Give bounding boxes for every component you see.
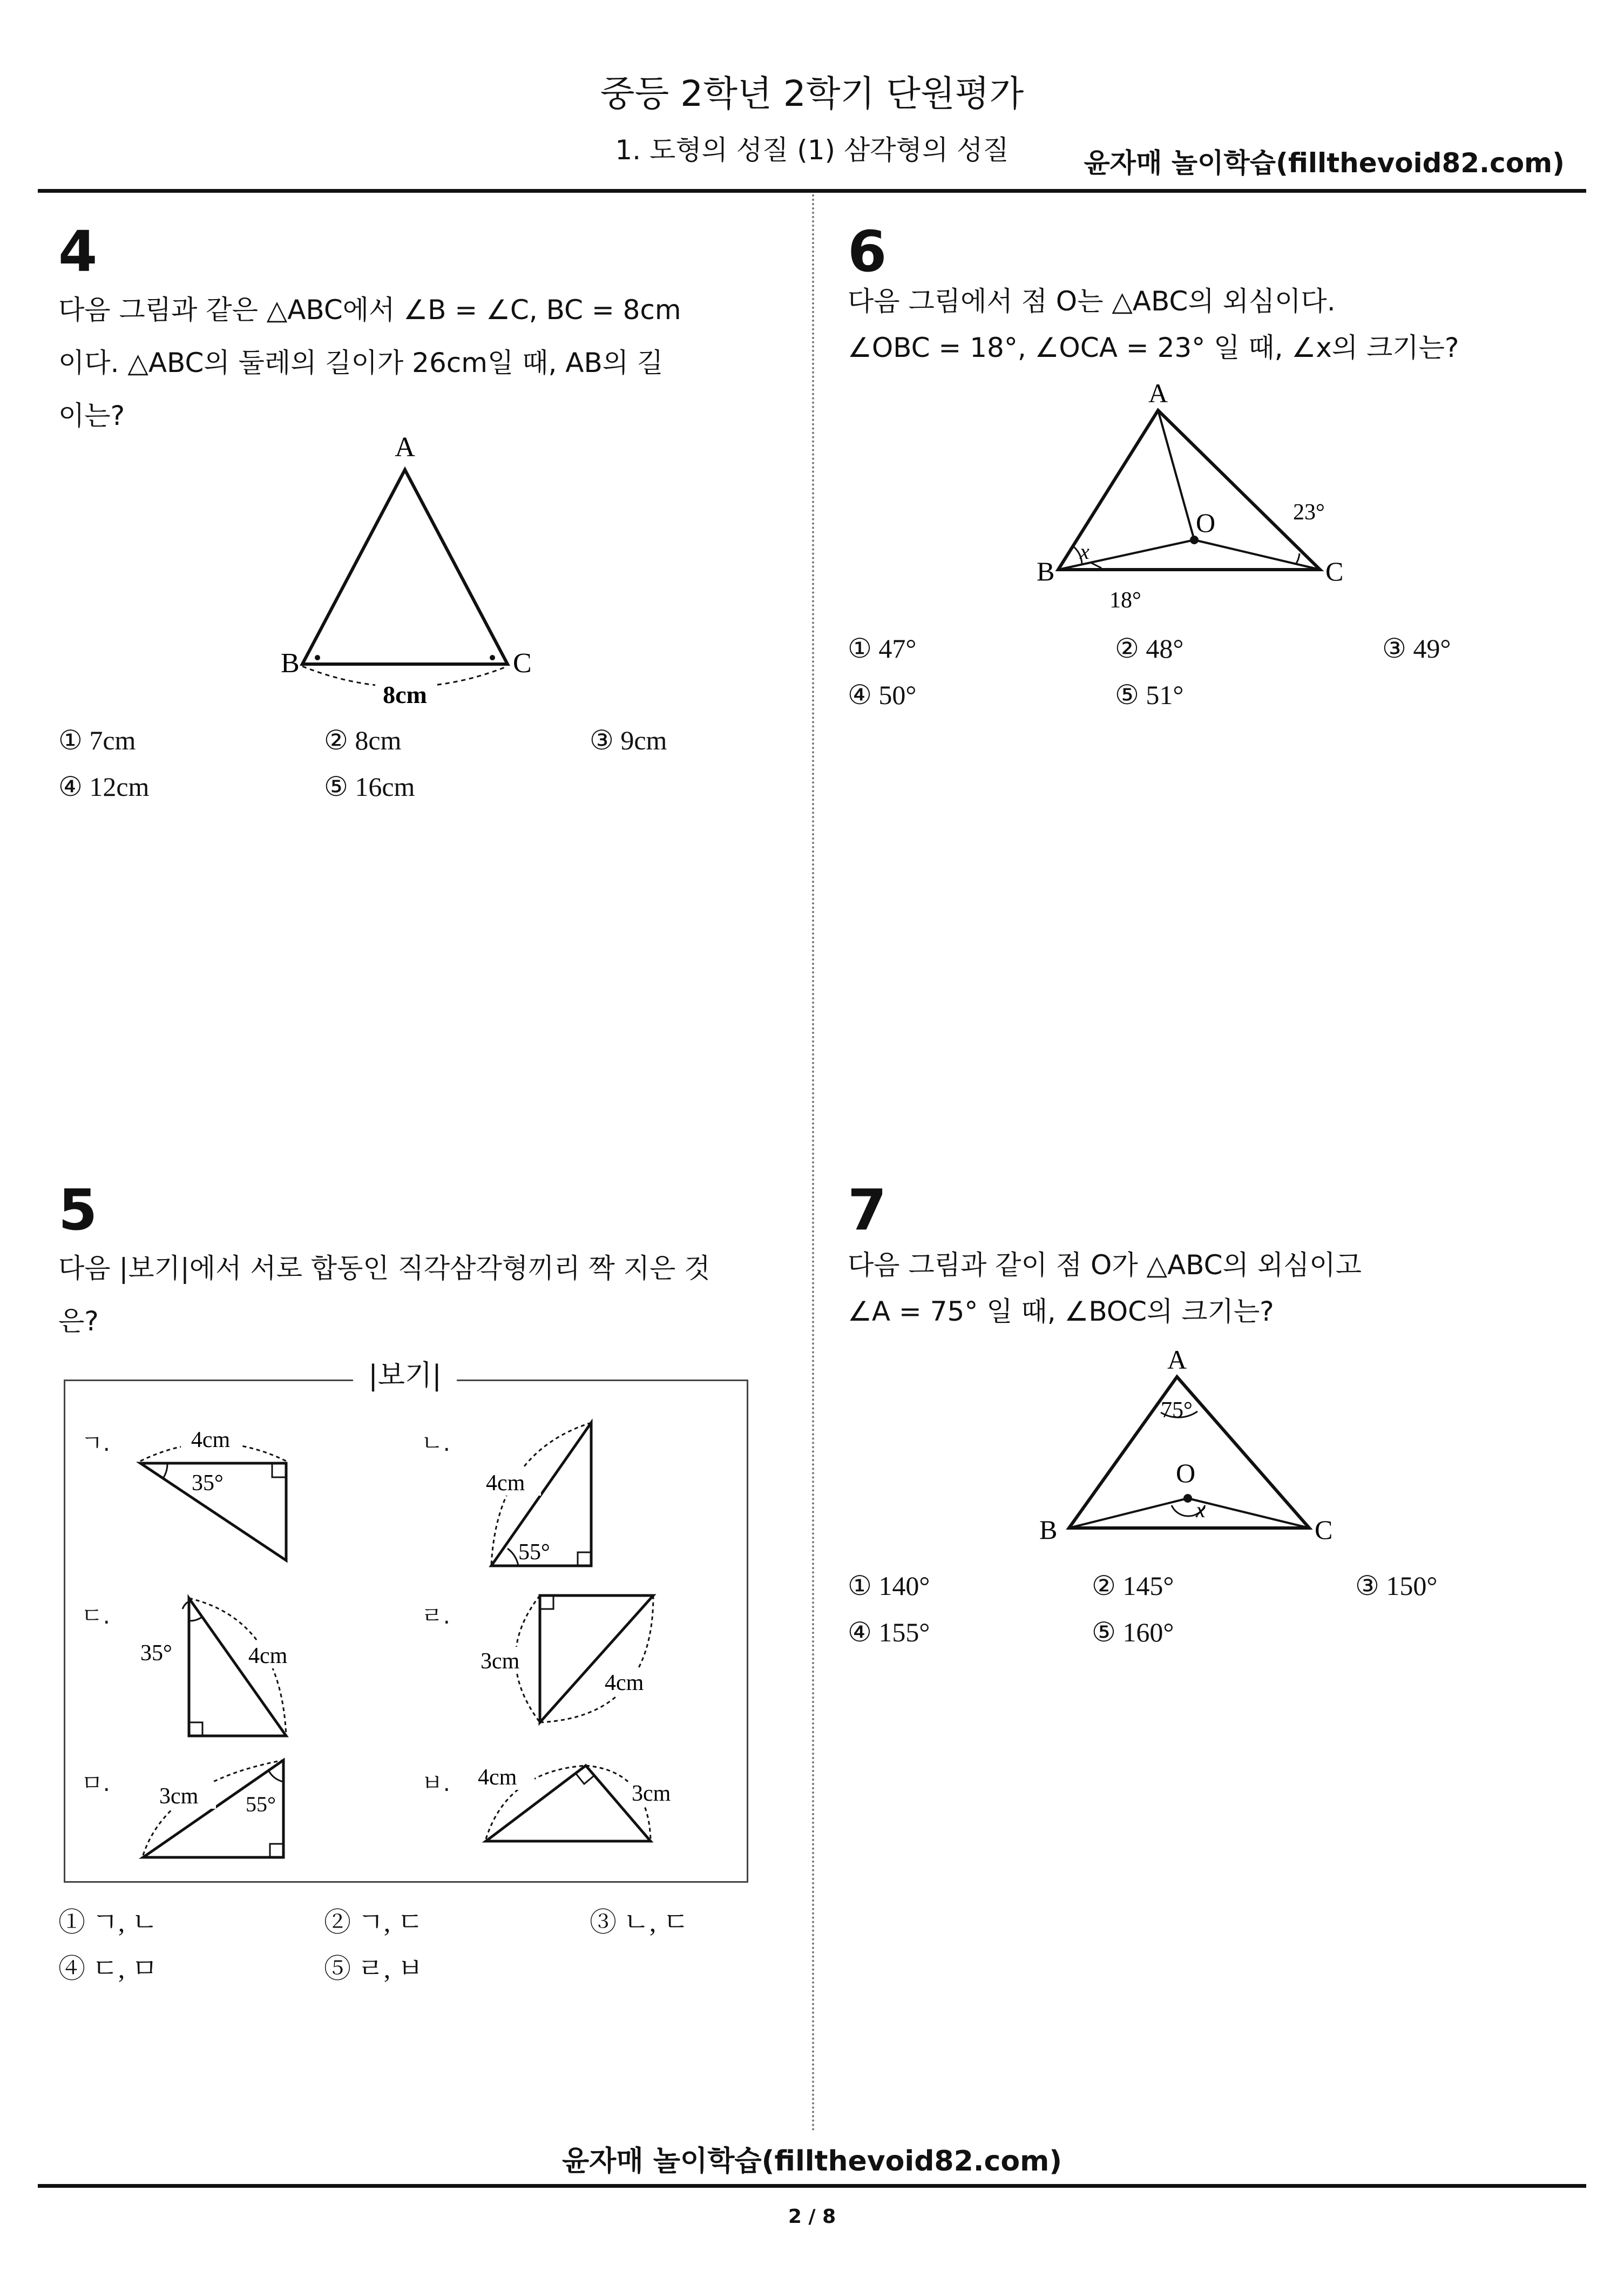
example-item-label-5: ㅁ.	[81, 1770, 110, 1796]
side-label: 3cm	[159, 1784, 199, 1809]
side-label-2: 3cm	[632, 1781, 671, 1806]
question-6-option-3[interactable]: ③ 49°	[1382, 633, 1451, 664]
question-4-text	[58, 283, 755, 442]
question-5-option-2[interactable]: ② ㄱ, ㄷ	[324, 1907, 424, 1937]
question-6-line-2: ∠OBC = 18°, ∠OCA = 23° 일 때, ∠x의 크기는?	[848, 332, 1459, 363]
angle-label: 35°	[140, 1641, 172, 1666]
question-4-option-2[interactable]: ② 8cm	[324, 725, 402, 755]
angle-23-label: 23°	[1293, 500, 1325, 525]
header-rule	[38, 189, 1586, 193]
example-item-label-4: ㄹ.	[421, 1603, 450, 1629]
circumcenter-point	[1183, 1494, 1192, 1503]
question-4-figure	[259, 427, 561, 718]
example-triangle-3	[135, 1587, 340, 1744]
page-subtitle: 1. 도형의 성질 (1) 삼각형의 성질	[615, 134, 1009, 166]
footer-brand: 윤자매 놀이학습(fillthevoid82.com)	[561, 2145, 1063, 2178]
question-6-line-1: 다음 그림에서 점 O는 △ABC의 외심이다.	[848, 286, 1336, 317]
question-5-line-1: 다음 |보기|에서 서로 합동인 직각삼각형끼리 짝 지은 것	[58, 1253, 710, 1284]
angle-x-label: x	[1196, 1498, 1206, 1522]
question-4-line-3: 이는?	[58, 400, 125, 431]
vertex-c-label: C	[1315, 1515, 1333, 1545]
question-5-line-2: 은?	[58, 1306, 99, 1337]
angle-label: 55°	[246, 1792, 276, 1816]
question-4-option-3[interactable]: ③ 9cm	[590, 725, 667, 755]
question-7-number: 7	[848, 1177, 887, 1243]
question-6-option-1[interactable]: ① 47°	[848, 633, 917, 664]
vertex-b-label: B	[281, 648, 300, 679]
vertex-c-label: C	[513, 648, 532, 679]
circumcenter-label: O	[1176, 1458, 1196, 1488]
question-7-option-5[interactable]: ⑤ 160°	[1092, 1617, 1174, 1647]
base-length-label: 8cm	[383, 681, 427, 708]
example-triangle-4	[475, 1587, 680, 1744]
question-5-option-4[interactable]: ④ ㄷ, ㅁ	[58, 1953, 158, 1984]
circumcenter-label: O	[1196, 508, 1216, 538]
question-7-text	[848, 1242, 1544, 1335]
example-item-label-3: ㄷ.	[81, 1603, 110, 1629]
vertex-b-label: B	[1039, 1515, 1058, 1545]
header-brand: 윤자매 놀이학습(fillthevoid82.com)	[1084, 147, 1565, 179]
question-6-text	[848, 278, 1544, 371]
question-5-text	[58, 1242, 755, 1348]
side-label-1: 3cm	[481, 1649, 520, 1674]
question-7-line-2: ∠A = 75° 일 때, ∠BOC의 크기는?	[848, 1296, 1274, 1327]
side-label-2: 4cm	[605, 1671, 644, 1695]
column-separator	[812, 194, 814, 2133]
vertex-c-label: C	[1325, 556, 1344, 586]
question-6-option-2[interactable]: ② 48°	[1115, 633, 1184, 664]
example-item-label-1: ㄱ.	[81, 1430, 110, 1456]
vertex-a-label: A	[1167, 1344, 1187, 1375]
question-4-option-1[interactable]: ① 7cm	[58, 725, 136, 755]
page-number: 2 / 8	[788, 2206, 836, 2228]
triangle-abc	[1058, 410, 1320, 570]
question-4-line-2: 이다. △ABC의 둘레의 길이가 26cm일 때, AB의 길	[58, 347, 664, 378]
question-5-option-3[interactable]: ③ ㄴ, ㄷ	[590, 1907, 689, 1937]
example-item-label-2: ㄴ.	[421, 1430, 450, 1456]
question-4-number: 4	[58, 219, 98, 285]
question-6-option-4[interactable]: ④ 50°	[848, 680, 917, 710]
question-6-figure	[1026, 378, 1377, 626]
angle-label: 35°	[192, 1471, 224, 1496]
angle-b-mark	[315, 655, 320, 660]
question-5-option-1[interactable]: ① ㄱ, ㄴ	[58, 1907, 158, 1937]
angle-a-label: 75°	[1161, 1398, 1193, 1423]
example-triangle-6	[475, 1749, 702, 1857]
example-box-title: |보기|	[0, 1353, 810, 1393]
question-4-line-1: 다음 그림과 같은 △ABC에서 ∠B = ∠C, BC = 8cm	[58, 294, 681, 326]
example-triangle-1	[130, 1415, 302, 1571]
page-title: 중등 2학년 2학기 단원평가	[600, 73, 1024, 114]
angle-18-label: 18°	[1109, 588, 1141, 613]
side-label-1: 4cm	[478, 1765, 517, 1790]
question-5-option-5[interactable]: ⑤ ㄹ, ㅂ	[324, 1953, 424, 1984]
question-7-figure	[1026, 1344, 1350, 1560]
question-4-option-5[interactable]: ⑤ 16cm	[324, 772, 415, 802]
side-label: 4cm	[248, 1644, 288, 1668]
question-7-option-4[interactable]: ④ 155°	[848, 1617, 930, 1647]
question-7-option-3[interactable]: ③ 150°	[1355, 1571, 1438, 1601]
question-6-number: 6	[848, 219, 887, 285]
side-label: 4cm	[486, 1471, 525, 1496]
footer-rule	[38, 2184, 1586, 2188]
angle-label: 55°	[518, 1540, 550, 1565]
question-7-option-2[interactable]: ② 145°	[1092, 1571, 1174, 1601]
angle-c-mark	[490, 655, 495, 660]
angle-x-label: x	[1080, 539, 1090, 564]
vertex-a-label: A	[1148, 378, 1168, 408]
isosceles-triangle	[302, 470, 508, 664]
question-5-number: 5	[58, 1177, 98, 1243]
example-item-label-6: ㅂ.	[421, 1770, 450, 1796]
question-4-option-4[interactable]: ④ 12cm	[58, 772, 150, 802]
example-triangle-2	[475, 1415, 637, 1577]
question-7-option-1[interactable]: ① 140°	[848, 1571, 930, 1601]
vertex-a-label: A	[395, 432, 415, 463]
question-7-line-1: 다음 그림과 같이 점 O가 △ABC의 외심이고	[848, 1249, 1362, 1281]
example-triangle-5	[135, 1749, 340, 1868]
side-label: 4cm	[191, 1428, 231, 1452]
question-6-option-5[interactable]: ⑤ 51°	[1115, 680, 1184, 710]
vertex-b-label: B	[1037, 556, 1055, 586]
